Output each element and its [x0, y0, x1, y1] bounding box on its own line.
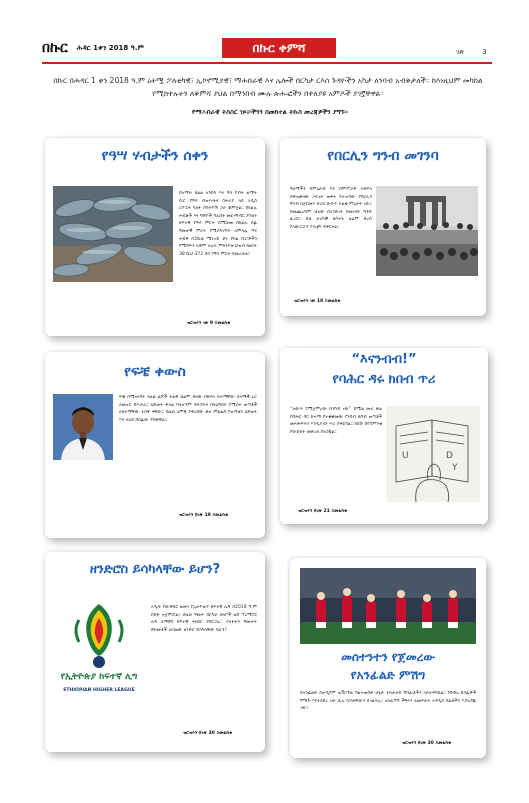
sketch-photo: [386, 406, 480, 502]
article-title: የባሕር ዳሩ ክበብ ጥሪ: [332, 372, 436, 387]
article-card-reading-club[interactable]: [280, 348, 488, 524]
article-body: በአንፊልድ ስታዲየም ሊቨርፑል ባልተጠበቀ ሁኔታ ተከታታይ ሽንፈቶችን አስተናግዷል። የቡድኑ ደጋፊዎች ምሽጉ እየተሰበረ ነው ሲሉ ስጋታቸውን ይገልጻሉ። አሰልጣኙ ችግሩን ለመፍታት አዳዲስ ስልቶችን እያዘጋጁ ነው።: [300, 691, 476, 712]
social-tagline: የማሕበራዊ ትስስር ገጾቻችንን በመከተል ትኩስ መረጃዎችን ያግኙ።: [192, 108, 348, 116]
section-banner: በኩር ቀምሻ: [222, 38, 336, 58]
article-title: የፍቼ ቀውስ: [124, 364, 186, 380]
article-body: ዓለማችን በምዕራብ እና በምሥራቅ ተከፍላ በቀዝቃዛው ጦርነት ወቅት የተገነባው የበርሊን ግንብ ከጀርመን ታሪክ ውስጥ ትልቁ ምዕራፍ ነው። በመጨረሻም ህዝቡ በአንድነት በመነሳት ግንቡ ፈረሰ። ይህ ታሪካዊ ክስተት ዛሬም ድረስ የአውሮፓን ፖለቲካ ይቀርጻል።: [290, 187, 372, 230]
article-title: የዓሣ ሃብታችን ሰቀን: [101, 148, 209, 164]
football-players-image: [300, 568, 476, 644]
masthead-title-text: በኩር: [42, 40, 68, 56]
svg-text:D: D: [446, 451, 453, 461]
article-card-league[interactable]: [45, 552, 265, 752]
league-logo-subtext: ETHIOPIAN HIGHER LEAGUE: [63, 688, 135, 693]
article-title-quote: “እናንብብ!”: [351, 352, 417, 367]
league-logo: [53, 596, 145, 700]
person-portrait-image: [53, 394, 113, 460]
svg-text:U: U: [402, 451, 409, 461]
league-logo-text: የኢትዮጵያ ከፍተኛ ሊግ: [60, 672, 138, 682]
article-body: “ለውጥ የሚጀምረው ከንባብ ነው” በሚል መሪ ቃል በባሕር ዳር ከተማ የተቋቋመው የንባብ ክበብ ወጣቶች መጻሕፍትን እንዲያነቡ ጥሪ ያቀርባል። ክበቡ በየሳምንቱ የውይይት መድረክ ያዘጋጃል።: [290, 407, 382, 435]
league-emblem-icon: [53, 596, 145, 700]
continuation-note[interactable]: ዝርዝሩን ገጽ 9 ይመልከቱ: [187, 321, 231, 326]
page-number: [456, 48, 487, 57]
article-card-anfield[interactable]: [290, 558, 486, 758]
article-body: አዲሱ የውድድር ዘመን የኢትዮጵያ ከፍተኛ ሊግ በ2018 ዓ.ም በይፋ ተጀምሯል። በዚህ ዓመት በርካታ ክለቦች ወደ ፕሪሚየር ሊግ ለማደግ ከፍተኛ ፉክክር ያደርጋሉ። ያለፉትን ዓመታት ድክመቶች አርመው ዘንድሮ ይሳካላቸው ይሆን?: [151, 605, 257, 633]
fish-photo: [53, 186, 173, 282]
continuation-note[interactable]: ዝርዝሩን ገጽ 18 ይመልከቱ: [294, 299, 341, 304]
article-subtitle: የአንፊልድ ምሽግ: [350, 668, 426, 682]
continuation-note[interactable]: ዝርዝሩን በገጽ 30 ይመልከቱ: [402, 741, 451, 746]
football-photo: [300, 568, 476, 644]
page-label: ገጽ: [456, 48, 465, 56]
continuation-note[interactable]: ዝርዝሩን በገጽ 30 ይመልከቱ: [183, 731, 232, 736]
continuation-note[interactable]: ዝርዝሩን በገጽ 21 ይመልከቱ: [298, 509, 347, 514]
article-title: የበርሊን ግንብ መገንባ: [327, 148, 439, 164]
article-title: ዘንድሮስ ይሳካላቸው ይሆን?: [89, 562, 221, 577]
article-title: መሰተንተን የጀመረው: [341, 650, 435, 664]
masthead-date: ሕዳር 1ቀን 2018 ዓ.ም: [76, 43, 144, 52]
header-divider: [42, 62, 492, 64]
article-card-berlin[interactable]: [280, 138, 486, 316]
article-card-profile[interactable]: [45, 352, 265, 538]
svg-text:Y: Y: [452, 463, 458, 473]
reading-sketch-image: [386, 406, 480, 502]
continuation-note[interactable]: ዝርዝሩን በገጽ 19 ይመልከቱ: [179, 513, 228, 518]
article-body: ፍቼ በሚኖሩበት ክልል ልጆች ትልቅ ህልም ይዘው በክፍለ ከተማቸው ሰላማዊ ኑሮ ለመኖር ይጥራሉ። ህይወት ቀላል ባትሆንም በትጋትና በትዕግስት የሚሰሩ ወጣቶች ለከተማቸው ተስፋ ናቸው። በዚህ አምድ የቀረበው ቃለ ምልልስ የወጣቱን ህይወት እና ራዕይ በሰፊው ያስቃኛል።: [119, 395, 257, 423]
fish-image: [53, 186, 173, 282]
berlin-wall-image: [376, 186, 478, 276]
masthead-title: [42, 40, 144, 56]
intro-paragraph: በኩር በሕዳር 1 ቀን 2018 ዓ.ም ዕትሟ ፖለቲካዊ፣ ኢኮኖሚያዊ፣ ማሕበራዊ እና ሌሎች በርካታ ርእሰ ጉዳዮችን አካታ ለንባብ አብቅታለች። ከእነዚህም መካከል የሚከተሉትን ለቅምሻ ያህል በማንበብ ሙሉ ጽሑፎችን በተለያዩ አምዶች ያገኟቸዋል።: [53, 76, 483, 98]
berlin-wall-photo: [376, 186, 478, 276]
page-number-value: 3: [482, 48, 487, 56]
article-card-fish[interactable]: [45, 138, 265, 336]
article-body: በአማራ ክልል አንበሳ እና ዓሳ የብት ልማት ቢሮ የዓሳ ብዝሃነትና ባሕሪያ ላይ አዲስ ሪፖርት ካለፉ ሶስትዮሽ ጋራ ቆምቷል። በክልሉ ሐይቆች እና ግድቦች ባሉበት መርሃግብር ያሳለሩ ከፍተኛ የዓሳ ምርት በሚሰጡ በክልሉ ሰፊ ዓመታዊ ምርት የሚያስገኙት ለምሳሌ ጣና ሐይቅ በ3ሺህ ሜትሪክ ቶን ያክል ቢሮዎችን የሚሸፍን አቅም አሉት ምክንያቱ ህዝብ ከዘርፉ 38 ሺህ 372 ቶን የዓሳ ምርት ይመረታል።: [179, 191, 257, 257]
profile-photo: [53, 394, 113, 460]
